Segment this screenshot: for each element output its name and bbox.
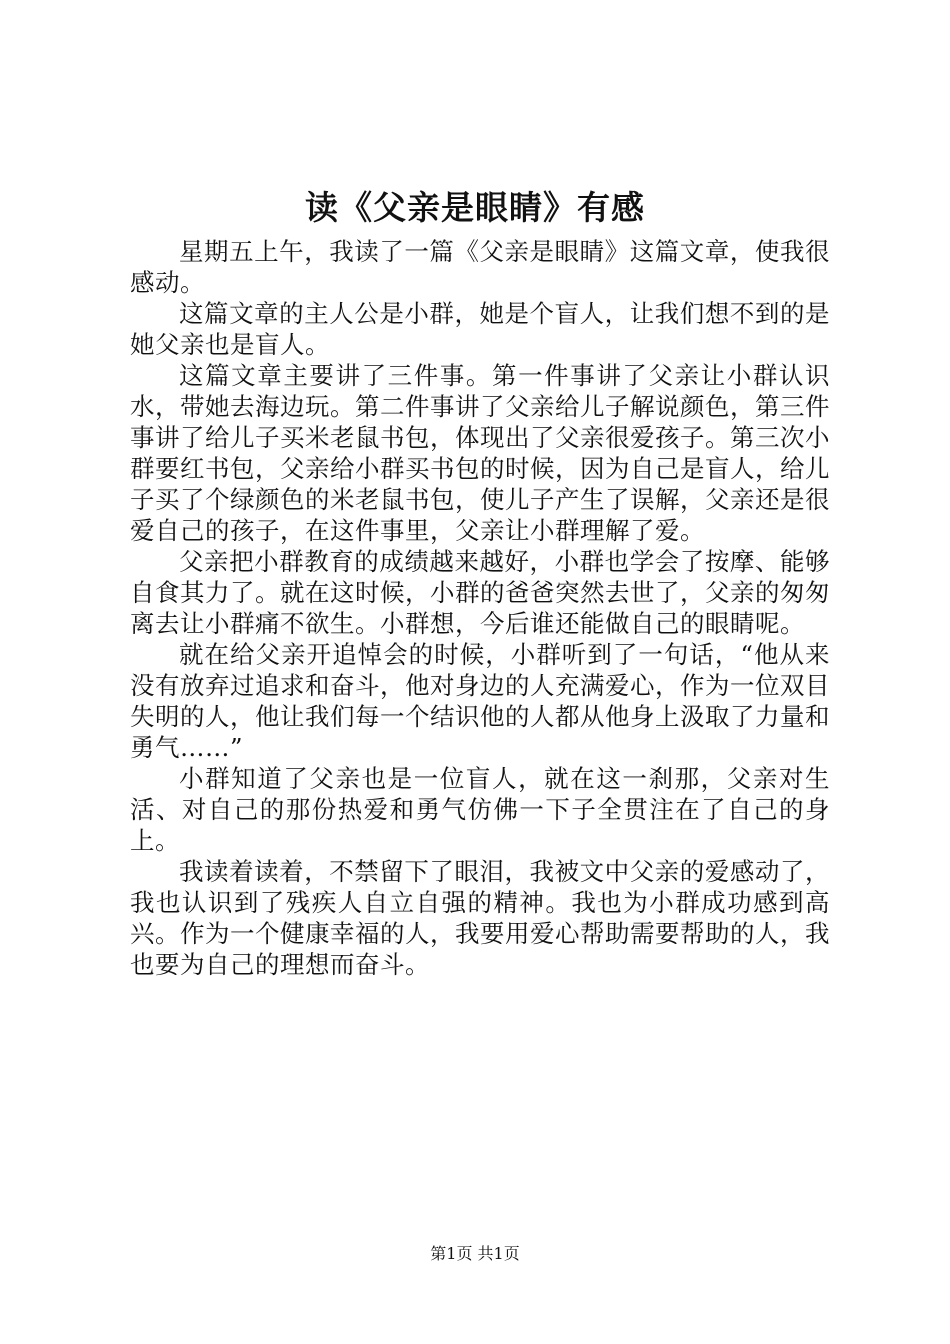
paragraph: 就在给父亲开追悼会的时候，小群听到了一句话，“他从来没有放弃过追求和奋斗，他对身边的人充满爱心，作为一位双目失明的人，他让我们每一个结识他的人都从他身上汲取了力量和勇气……” xyxy=(130,640,830,762)
paragraph: 星期五上午，我读了一篇《父亲是眼睛》这篇文章，使我很感动。 xyxy=(130,237,830,297)
paragraph: 这篇文章主要讲了三件事。第一件事讲了父亲让小群认识水，带她去海边玩。第二件事讲了父亲给儿子解说颜色，第三件事讲了给儿子买米老鼠书包，体现出了父亲很爱孩子。第三次小群要红书包，父亲给小群买书包的时候，因为自己是盲人，给儿子买了个绿颜色的米老鼠书包，使儿子产生了误解，父亲还是很爱自己的孩子，在这件事里，父亲让小群理解了爱。 xyxy=(130,361,830,545)
paragraph: 小群知道了父亲也是一位盲人，就在这一刹那，父亲对生活、对自己的那份热爱和勇气仿佛一下子全贯注在了自己的身上。 xyxy=(130,764,830,855)
paragraph: 我读着读着，不禁留下了眼泪，我被文中父亲的爱感动了，我也认识到了残疾人自立自强的精神。我也为小群成功感到高兴。作为一个健康幸福的人，我要用爱心帮助需要帮助的人，我也要为自己的理想而奋斗。 xyxy=(130,857,830,979)
paragraph: 这篇文章的主人公是小群，她是个盲人，让我们想不到的是她父亲也是盲人。 xyxy=(130,299,830,359)
document-body xyxy=(130,236,830,980)
page-number-footer: 第1页 共1页 xyxy=(430,1244,520,1263)
paragraph: 父亲把小群教育的成绩越来越好，小群也学会了按摩、能够自食其力了。就在这时候，小群的爸爸突然去世了，父亲的匆匆离去让小群痛不欲生。小群想，今后谁还能做自己的眼睛呢。 xyxy=(130,547,830,638)
document-title: 读《父亲是眼睛》有感 xyxy=(305,188,645,227)
